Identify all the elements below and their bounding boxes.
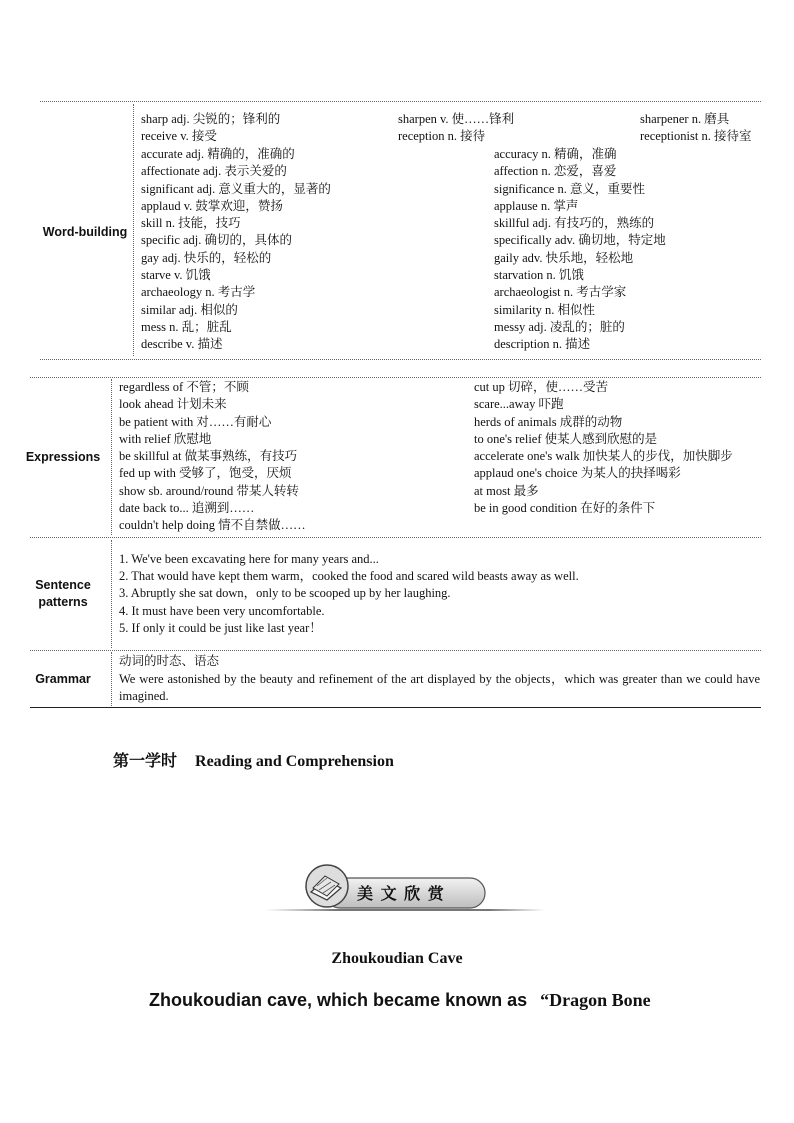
grammar-content [119, 653, 760, 706]
expressions-left-column [119, 379, 306, 535]
list-item: applause n. 掌声 [494, 198, 579, 213]
wb-line-1-c: sharpener n. 磨具 [640, 112, 730, 126]
sentence-patterns-label [22, 577, 104, 611]
list-item: be skillful at 做某事熟练，有技巧 [119, 449, 298, 464]
list-item: gaily adv. 快乐地，轻松地 [494, 250, 634, 265]
list-item: starve v. 饥饿 [141, 268, 211, 283]
wb-line-2-c: receptionist n. 接待室 [640, 129, 752, 143]
word-building-label: Word-building [42, 225, 128, 239]
sentence-label-line2: patterns [38, 595, 88, 609]
list-item: 4. It must have been very uncomfortable. [119, 603, 325, 618]
grammar-divider [111, 652, 112, 706]
lesson-heading-cn: 第一学时 [113, 753, 178, 770]
list-item: description n. 描述 [494, 337, 591, 352]
table-bottom-rule [30, 707, 761, 708]
list-item: skillful adj. 有技巧的，熟练的 [494, 216, 655, 231]
expressions-top-rule [30, 377, 761, 378]
list-item: 3. Abruptly she sat down，only to be scooped up by her laughing. [119, 586, 451, 601]
sentence-list [119, 551, 579, 637]
sentence-divider [111, 540, 112, 648]
list-item: at most 最多 [474, 483, 539, 498]
article-lead-text: Zhoukoudian cave, which became known as [149, 990, 528, 1010]
list-item: look ahead 计划未来 [119, 397, 227, 412]
list-item: describe v. 描述 [141, 337, 223, 352]
sentence-label-line1: Sentence [35, 578, 91, 592]
list-item: mess n. 乱；脏乱 [141, 319, 232, 334]
wb-line-1-a: sharp adj. 尖锐的；锋利的 [141, 112, 281, 126]
word-building-top-rule [40, 101, 761, 102]
word-building-divider [133, 104, 134, 356]
list-item: 1. We've been excavating here for many years and... [119, 552, 379, 566]
list-item: starvation n. 饥饿 [494, 268, 584, 283]
list-item: messy adj. 凌乱的；脏的 [494, 319, 625, 334]
list-item: applaud v. 鼓掌欢迎，赞扬 [141, 198, 283, 213]
lesson-heading [113, 748, 394, 771]
wb-line-1-b: sharpen v. 使……锋利 [398, 112, 515, 126]
list-item: cut up 切碎，使……受苦 [474, 380, 609, 394]
article-lead [149, 990, 651, 1011]
reading-appreciation-banner [265, 862, 545, 914]
list-item: be in good condition 在好的条件下 [474, 501, 656, 516]
grammar-label: Grammar [35, 672, 91, 686]
expressions-label: Expressions [25, 450, 101, 464]
list-item: 2. That would have kept them warm，cooked the food and scared wild beasts away as well. [119, 569, 579, 584]
list-item: affectionate adj. 表示关爱的 [141, 164, 287, 179]
list-item: be patient with 对……有耐心 [119, 414, 272, 429]
book-icon [306, 865, 348, 907]
list-item: applaud one's choice 为某人的抉择喝彩 [474, 466, 681, 481]
list-item: similar adj. 相似的 [141, 302, 238, 317]
list-item: scare...away 吓跑 [474, 397, 564, 412]
list-item: gay adj. 快乐的，轻松的 [141, 250, 272, 265]
list-item: show sb. around/round 带某人转转 [119, 483, 299, 498]
grammar-line1: 动词的时态、语态 [119, 654, 220, 668]
list-item: accuracy n. 精确，准确 [494, 147, 617, 161]
list-item: couldn't help doing 情不自禁做…… [119, 518, 306, 533]
list-item: specifically adv. 确切地，特定地 [494, 233, 666, 248]
list-item: similarity n. 相似性 [494, 302, 596, 317]
list-item: accelerate one's walk 加快某人的步伐，加快脚步 [474, 449, 733, 464]
word-building-right-column [494, 146, 666, 354]
list-item: with relief 欣慰地 [119, 431, 212, 446]
list-item: skill n. 技能，技巧 [141, 216, 241, 231]
list-item: archaeologist n. 考古学家 [494, 285, 627, 300]
expressions-divider [111, 379, 112, 535]
list-item: date back to... 追溯到…… [119, 501, 255, 516]
grammar-line2: We were astonished by the beauty and refinement of the art displayed by the objects，which was greater than we could have imagined. [119, 671, 760, 703]
list-item: fed up with 受够了，饱受，厌烦 [119, 466, 292, 481]
list-item: affection n. 恋爱，喜爱 [494, 164, 617, 179]
list-item: archaeology n. 考古学 [141, 285, 256, 300]
wb-line-2-b: reception n. 接待 [398, 129, 486, 143]
list-item: 5. If only it could be just like last year！ [119, 620, 322, 635]
expressions-bottom-rule [30, 537, 761, 538]
list-item: to one's relief 使某人感到欣慰的是 [474, 431, 658, 446]
article-title: Zhoukoudian Cave [331, 950, 463, 967]
banner-text: 美 文 欣 赏 [357, 884, 445, 903]
list-item: regardless of 不管；不顾 [119, 380, 249, 394]
expressions-right-column [474, 379, 733, 517]
sentence-bottom-rule [30, 650, 761, 651]
list-item: herds of animals 成群的动物 [474, 414, 623, 429]
list-item: significant adj. 意义重大的，显著的 [141, 181, 331, 196]
list-item: significance n. 意义，重要性 [494, 181, 646, 196]
word-building-bottom-rule [40, 359, 761, 360]
lesson-heading-en: Reading and Comprehension [195, 753, 394, 770]
wb-line-2-a: receive v. 接受 [141, 129, 217, 143]
word-building-left-column [141, 146, 331, 354]
list-item: accurate adj. 精确的，准确的 [141, 147, 295, 161]
list-item: specific adj. 确切的，具体的 [141, 233, 293, 248]
article-lead-quote: “Dragon Bone [540, 990, 651, 1010]
